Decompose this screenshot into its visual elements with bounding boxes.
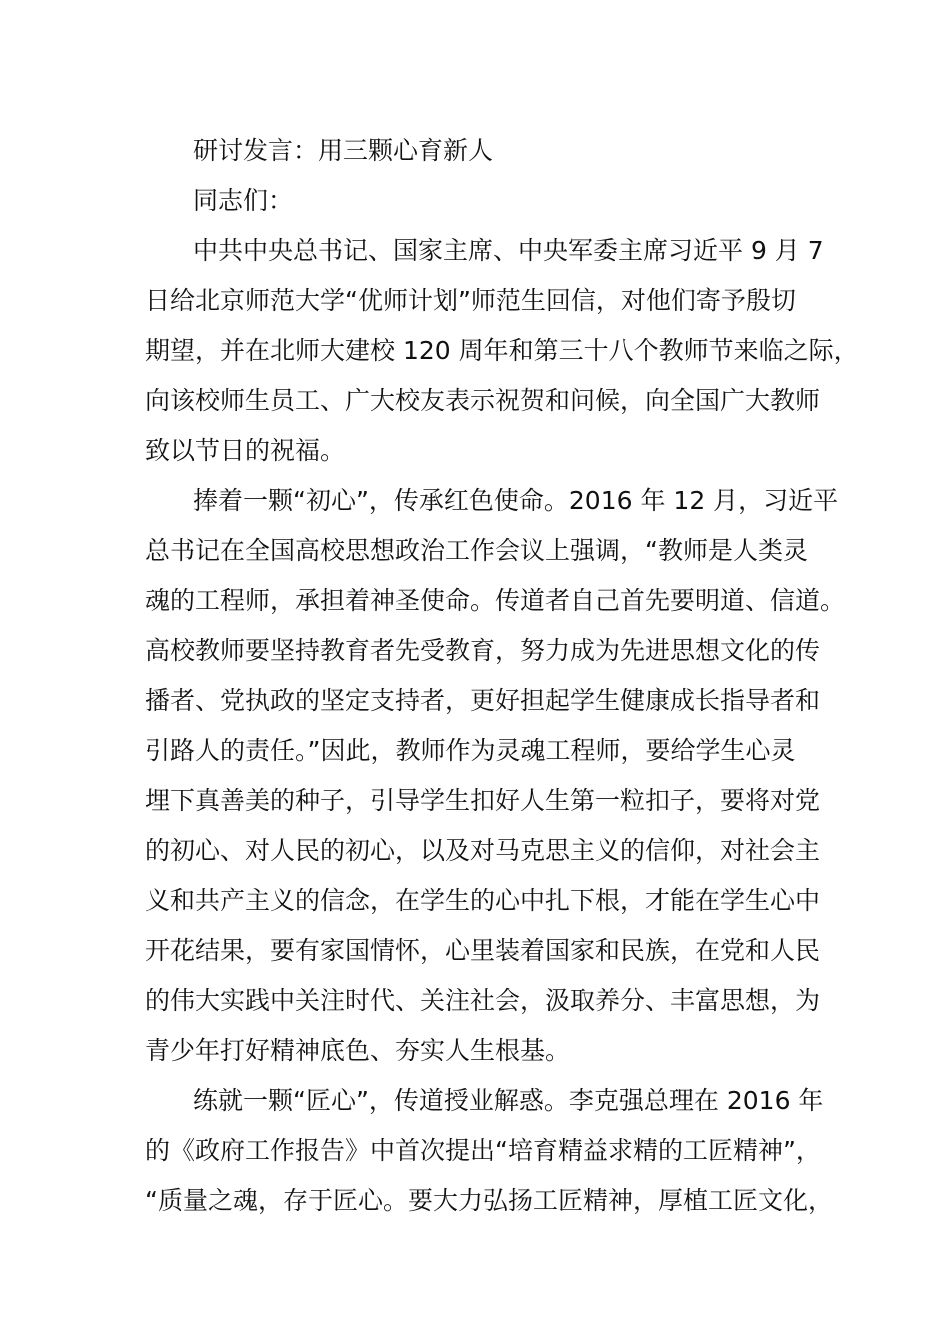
paragraph-line: 总书记在全国高校思想政治工作会议上强调，“教师是人类灵 [145, 536, 808, 565]
paragraph-line: 中共中央总书记、国家主席、中央军委主席习近平 9 月 7 [193, 236, 824, 265]
paragraph-line: 向该校师生员工、广大校友表示祝贺和问候，向全国广大教师 [145, 386, 821, 415]
paragraph-line: 的初心、对人民的初心，以及对马克思主义的信仰，对社会主 [145, 836, 821, 865]
paragraph-line: 开花结果，要有家国情怀，心里装着国家和民族，在党和人民 [145, 936, 821, 965]
paragraph-line: 的伟大实践中关注时代、关注社会，汲取养分、丰富思想，为 [145, 986, 821, 1015]
paragraph-2 [145, 476, 846, 1076]
paragraph-line: 期望，并在北师大建校 120 周年和第三十八个教师节来临之际， [145, 336, 859, 365]
paragraph-line: 魂的工程师，承担着神圣使命。传道者自己首先要明道、信道。 [145, 586, 846, 615]
paragraph-line: 练就一颗“匠心”，传道授业解惑。李克强总理在 2016 年 [193, 1086, 824, 1115]
paragraph-3 [145, 1076, 833, 1226]
paragraph-line: 埋下真善美的种子，引导学生扣好人生第一粒扣子，要将对党 [145, 786, 821, 815]
paragraph-line: 致以节日的祝福。 [145, 436, 346, 465]
paragraph-line: 义和共产主义的信念，在学生的心中扎下根，才能在学生心中 [145, 886, 821, 915]
paragraph-line: 捧着一颗“初心”，传承红色使命。2016 年 12 月，习近平 [193, 486, 839, 515]
paragraph-line: 日给北京师范大学“优师计划”师范生回信，对他们寄予殷切 [145, 286, 796, 315]
paragraph-line: “质量之魂，存于匠心。要大力弘扬工匠精神，厚植工匠文化， [145, 1186, 833, 1215]
paragraph-line: 的《政府工作报告》中首次提出“培育精益求精的工匠精神”， [145, 1136, 821, 1165]
paragraph-line: 青少年打好精神底色、夯实人生根基。 [145, 1036, 571, 1065]
document-title: 研讨发言：用三颗心育新人 [193, 136, 494, 165]
paragraph-line: 播者、党执政的坚定支持者，更好担起学生健康成长指导者和 [145, 686, 821, 715]
document-body [145, 126, 859, 1226]
paragraph-line: 引路人的责任。”因此，教师作为灵魂工程师，要给学生心灵 [145, 736, 796, 765]
paragraph-1 [145, 226, 859, 476]
paragraph-line: 高校教师要坚持教育者先受教育，努力成为先进思想文化的传 [145, 636, 821, 665]
salutation: 同志们： [193, 186, 294, 215]
